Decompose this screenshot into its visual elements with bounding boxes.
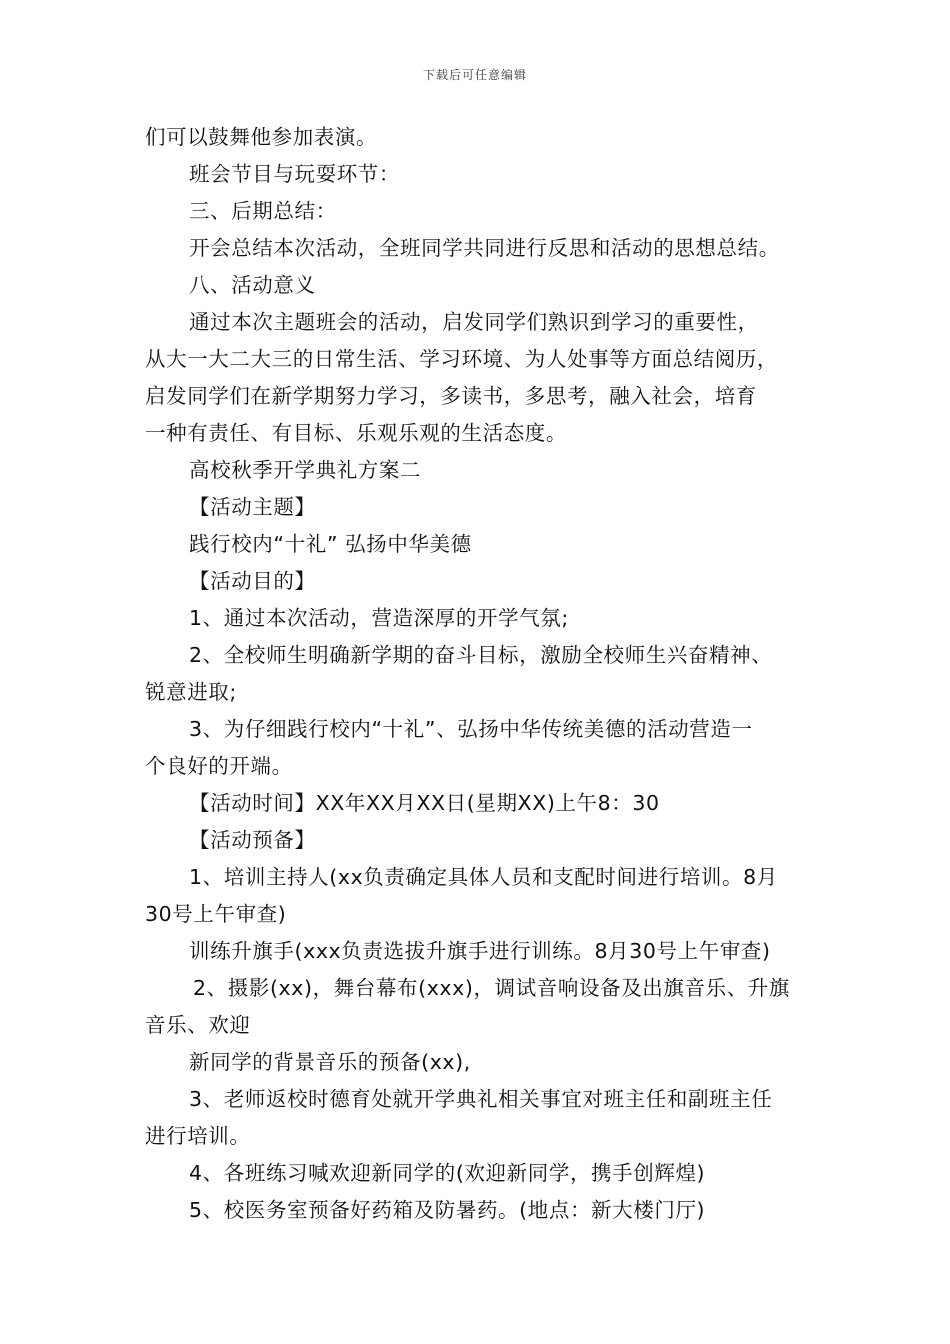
text-line: 训练升旗手(xxx负责选拔升旗手进行训练。8月30号上午审查)	[189, 939, 771, 963]
text-line: 启发同学们在新学期努力学习，多读书，多思考，融入社会，培育	[145, 384, 757, 408]
section-heading: 【活动主题】	[189, 495, 316, 519]
list-item: 3、为仔细践行校内“十礼”、弘扬中华传统美德的活动营造一	[189, 717, 753, 741]
text-line: 30号上午审查)	[145, 902, 287, 926]
text-line: 进行培训。	[145, 1124, 251, 1148]
section-heading: 高校秋季开学典礼方案二	[189, 458, 422, 482]
text-line: 锐意进取;	[145, 680, 237, 704]
list-item: 1、培训主持人(xx负责确定具体人员和支配时间进行培训。8月	[189, 865, 778, 889]
list-item: 1、通过本次活动，营造深厚的开学气氛;	[189, 606, 569, 630]
list-item: 4、各班练习喊欢迎新同学的(欢迎新同学，携手创辉煌)	[189, 1161, 706, 1185]
list-item: 5、校医务室预备好药箱及防暑药。(地点：新大楼门厅)	[189, 1198, 706, 1222]
text-line: 通过本次主题班会的活动，启发同学们熟识到学习的重要性，	[189, 310, 759, 334]
text-line: 三、后期总结：	[189, 199, 337, 223]
text-line: 从大一大二大三的日常生活、学习环境、为人处事等方面总结阅历，	[145, 347, 778, 371]
list-item: 2、摄影(xx)，舞台幕布(xxx)，调试音响设备及出旗音乐、升旗	[193, 976, 790, 1000]
text-line: 开会总结本次活动，全班同学共同进行反思和活动的思想总结。	[189, 236, 780, 260]
text-line: 一种有责任、有目标、乐观乐观的生活态度。	[145, 421, 567, 445]
section-heading: 八、活动意义	[189, 273, 316, 297]
list-item: 2、全校师生明确新学期的奋斗目标，激励全校师生兴奋精神、	[189, 643, 773, 667]
text-line: 践行校内“十礼” 弘扬中华美德	[189, 532, 472, 556]
list-item: 3、老师返校时德育处就开学典礼相关事宜对班主任和副班主任	[189, 1087, 773, 1111]
section-heading: 【活动时间】XX年XX月XX日(星期XX)上午8：30	[189, 791, 660, 815]
text-line: 个良好的开端。	[145, 754, 293, 778]
text-line: 班会节目与玩耍环节：	[189, 162, 400, 186]
page-header: 下载后可任意编辑	[422, 68, 527, 82]
section-heading: 【活动预备】	[189, 828, 316, 852]
text-line: 们可以鼓舞他参加表演。	[145, 125, 378, 149]
text-line: 音乐、欢迎	[145, 1013, 251, 1037]
section-heading: 【活动目的】	[189, 569, 316, 593]
document-body	[145, 119, 815, 1229]
text-line: 新同学的背景音乐的预备(xx),	[189, 1050, 471, 1074]
